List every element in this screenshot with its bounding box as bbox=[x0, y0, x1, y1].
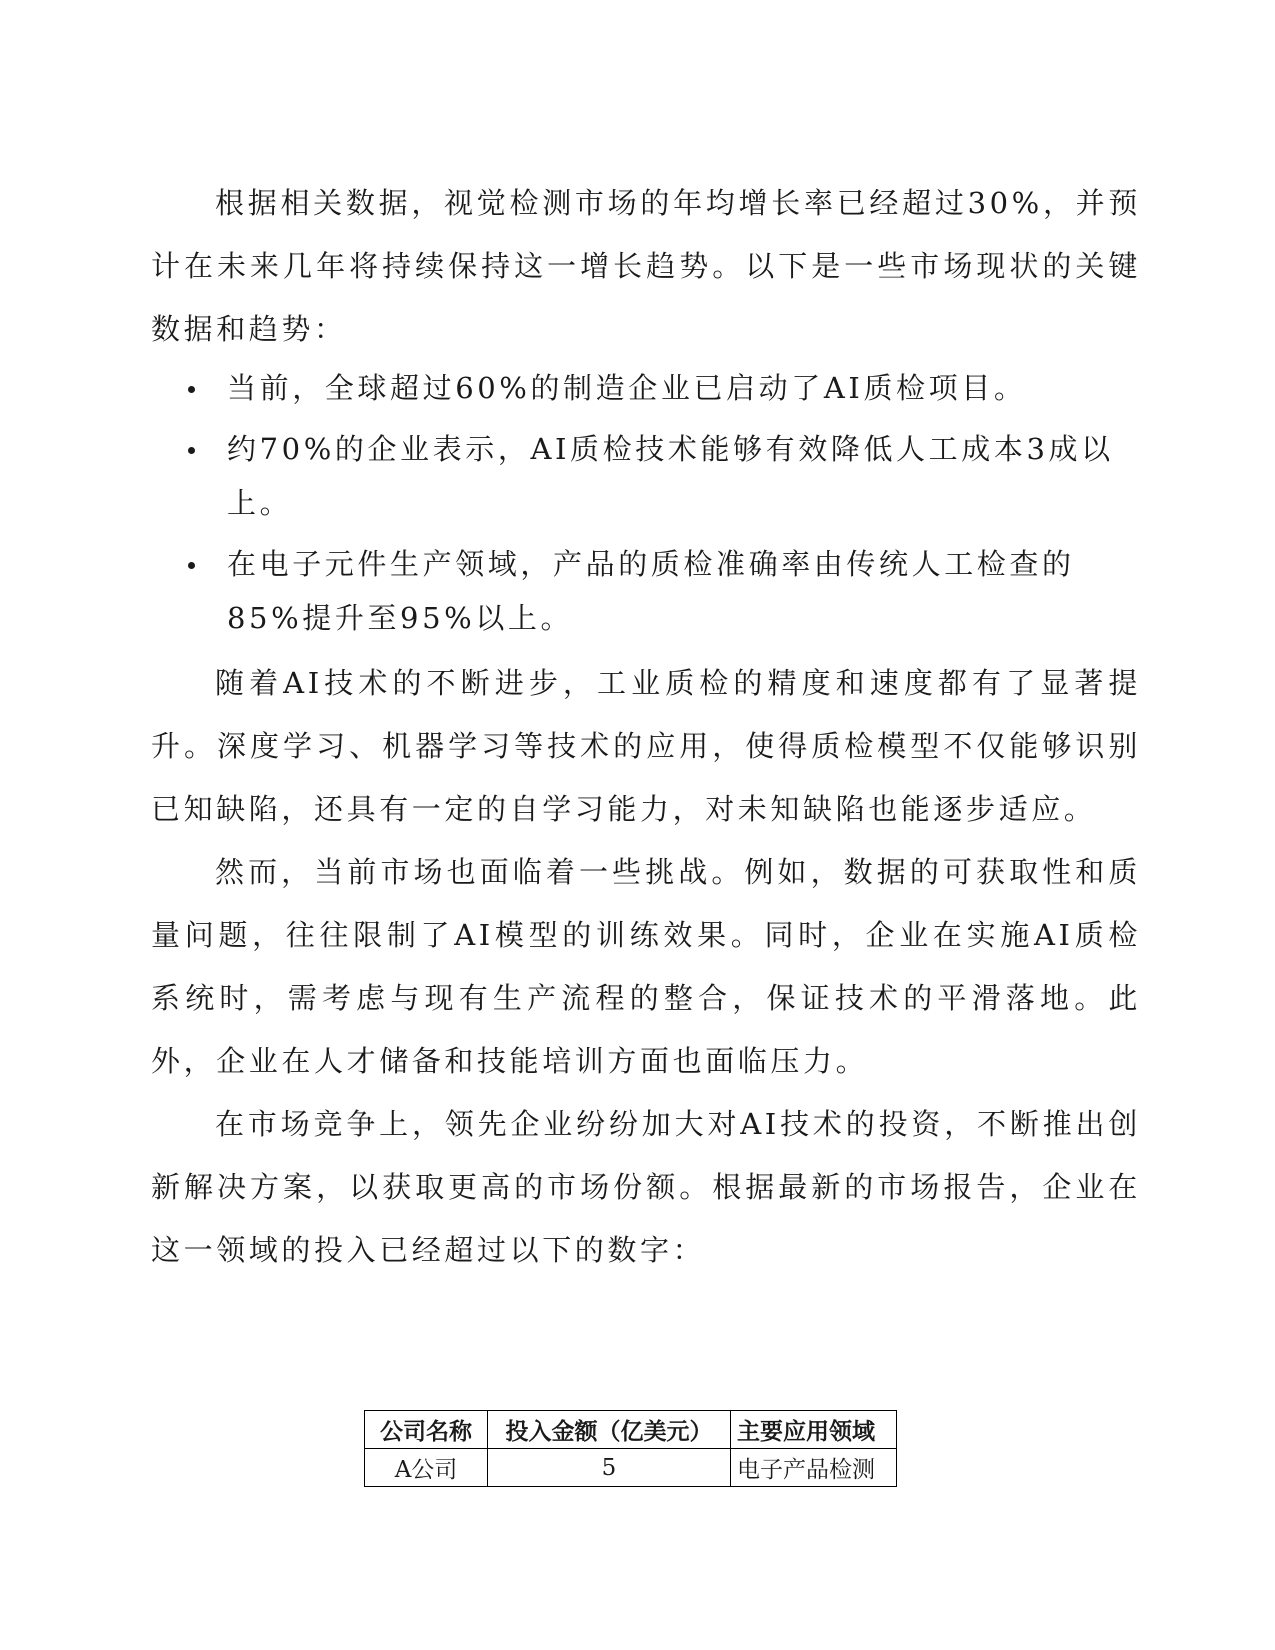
cell-investment-amount: 5 bbox=[488, 1449, 731, 1487]
investment-table bbox=[364, 1410, 897, 1487]
paragraph-challenges: 然而，当前市场也面临着一些挑战。例如，数据的可获取性和质量问题，往往限制了AI模型的训练效果。同时，企业在实施AI质检系统时，需考虑与现有生产流程的整合，保证技术的平滑落地。此外，企业在人才储备和技能培训方面也面临压力。 bbox=[151, 855, 1141, 1078]
bullet-dot-icon bbox=[188, 386, 195, 393]
list-item bbox=[151, 361, 1141, 415]
list-item-text: 在电子元件生产领域，产品的质检准确率由传统人工检查的85%提升至95%以上。 bbox=[227, 547, 1075, 635]
table-row bbox=[365, 1449, 897, 1487]
header-investment-amount: 投入金额（亿美元） bbox=[488, 1411, 731, 1449]
cell-company-name: A公司 bbox=[365, 1449, 488, 1487]
header-application-field: 主要应用领域 bbox=[731, 1411, 897, 1449]
investment-table-wrapper bbox=[364, 1410, 897, 1487]
table-header-row bbox=[365, 1411, 897, 1449]
list-item-text: 约70%的企业表示，AI质检技术能够有效降低人工成本3成以上。 bbox=[227, 432, 1114, 520]
list-item bbox=[151, 422, 1141, 530]
header-company-name: 公司名称 bbox=[365, 1411, 488, 1449]
key-data-list bbox=[151, 361, 1141, 645]
paragraph-tech-progress: 随着AI技术的不断进步，工业质检的精度和速度都有了显著提升。深度学习、机器学习等技术的应用，使得质检模型不仅能够识别已知缺陷，还具有一定的自学习能力，对未知缺陷也能逐步适应。 bbox=[151, 666, 1141, 826]
bullet-dot-icon bbox=[188, 447, 195, 454]
document-body bbox=[151, 172, 1141, 1282]
paragraph-market-growth: 根据相关数据，视觉检测市场的年均增长率已经超过30%，并预计在未来几年将持续保持这一增长趋势。以下是一些市场现状的关键数据和趋势： bbox=[151, 186, 1141, 346]
list-item bbox=[151, 537, 1141, 645]
paragraph-competition: 在市场竞争上，领先企业纷纷加大对AI技术的投资，不断推出创新解决方案，以获取更高的市场份额。根据最新的市场报告，企业在这一领域的投入已经超过以下的数字： bbox=[151, 1107, 1141, 1267]
cell-application-field: 电子产品检测 bbox=[731, 1449, 897, 1487]
bullet-dot-icon bbox=[188, 562, 195, 569]
list-item-text: 当前，全球超过60%的制造企业已启动了AI质检项目。 bbox=[227, 371, 1027, 405]
